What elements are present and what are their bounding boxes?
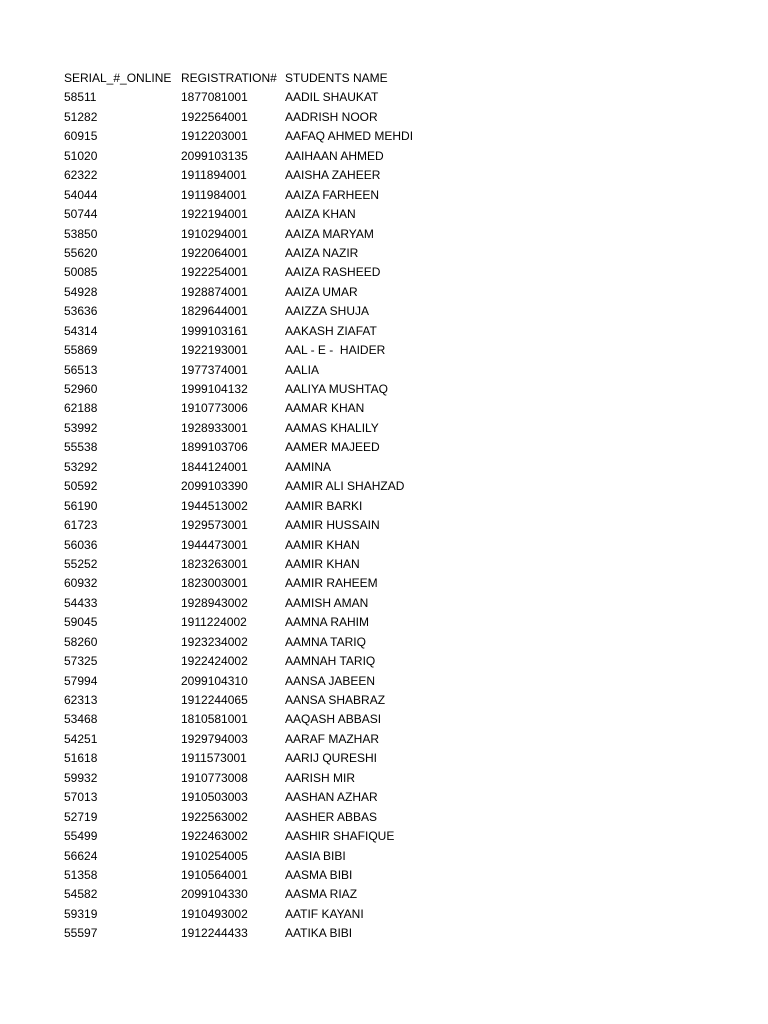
serial-cell: 58260 xyxy=(64,634,98,649)
table-row xyxy=(64,594,485,613)
table-row xyxy=(64,866,485,885)
serial-cell: 51358 xyxy=(64,867,98,882)
student-name-cell: AAFAQ AHMED MEHDI xyxy=(285,129,414,144)
serial-cell: 50592 xyxy=(64,479,98,494)
serial-cell: 54928 xyxy=(64,284,98,299)
serial-cell: 52960 xyxy=(64,382,98,396)
table-row xyxy=(64,905,485,924)
serial-cell: 57994 xyxy=(64,673,98,688)
student-name-cell: AAMIR ALI SHAHZAD xyxy=(285,479,405,494)
serial-cell: 53636 xyxy=(64,304,98,319)
serial-cell: 54044 xyxy=(64,187,98,202)
student-name-cell: AAMINA xyxy=(285,459,332,474)
table-row xyxy=(64,555,485,574)
table-row xyxy=(64,691,485,710)
registration-cell: 1922463002 xyxy=(181,829,248,844)
serial-cell: 62322 xyxy=(64,168,98,183)
serial-cell: 57325 xyxy=(64,654,98,669)
registration-cell: 1810581001 xyxy=(181,712,248,727)
table-row xyxy=(64,283,485,302)
registration-cell: 1910254005 xyxy=(181,848,248,863)
student-name-cell: AAMISH AMAN xyxy=(285,595,369,610)
registration-cell: 2099103135 xyxy=(181,148,248,163)
table-row xyxy=(64,769,485,788)
registration-cell: 1911894001 xyxy=(181,168,247,183)
table-row xyxy=(64,147,485,166)
student-name-cell: AATIKA BIBI xyxy=(285,926,353,941)
registration-cell: 1912244433 xyxy=(181,926,248,941)
registration-cell: 1944513002 xyxy=(181,498,248,513)
registration-cell: 1928933001 xyxy=(181,420,248,435)
registration-cell: 1911224002 xyxy=(181,615,247,630)
table-row xyxy=(64,244,485,263)
serial-cell: 56036 xyxy=(64,537,98,552)
table-row xyxy=(64,730,485,749)
table-row xyxy=(64,749,485,768)
students-table xyxy=(64,69,485,944)
header-students-name: STUDENTS NAME xyxy=(285,71,388,85)
table-row xyxy=(64,361,485,380)
table-row xyxy=(64,574,485,593)
table-row xyxy=(64,788,485,807)
registration-cell: 1928943002 xyxy=(181,595,248,610)
table-row xyxy=(64,380,485,399)
table-row xyxy=(64,205,485,224)
serial-cell: 52719 xyxy=(64,809,98,824)
serial-cell: 50085 xyxy=(64,265,98,280)
serial-cell: 60915 xyxy=(64,129,98,144)
registration-cell: 1922194001 xyxy=(181,207,248,222)
student-name-cell: AASHAN AZHAR xyxy=(285,790,378,805)
registration-cell: 1877081001 xyxy=(181,90,248,105)
table-header xyxy=(64,69,485,88)
serial-cell: 50744 xyxy=(64,207,98,222)
registration-cell: 1922564001 xyxy=(181,109,248,124)
table-row xyxy=(64,652,485,671)
student-name-cell: AASHER ABBAS xyxy=(285,809,378,824)
serial-cell: 59045 xyxy=(64,615,98,630)
table-row xyxy=(64,847,485,866)
serial-cell: 55869 xyxy=(64,343,98,358)
table-row xyxy=(64,827,485,846)
student-name-cell: AAMNAH TARIQ xyxy=(285,654,376,669)
student-name-cell: AAQASH ABBASI xyxy=(285,712,382,727)
registration-cell: 1910564001 xyxy=(181,867,248,882)
student-name-cell: AAMER MAJEED xyxy=(285,440,380,455)
table-row xyxy=(64,166,485,185)
serial-cell: 59319 xyxy=(64,906,98,921)
table-row xyxy=(64,341,485,360)
table-row xyxy=(64,399,485,418)
serial-cell: 53992 xyxy=(64,420,98,435)
student-name-cell: AAIZA FARHEEN xyxy=(285,187,380,202)
serial-cell: 53292 xyxy=(64,459,98,474)
student-name-cell: AAIZA KHAN xyxy=(285,207,356,222)
table-row xyxy=(64,536,485,555)
registration-cell: 1922254001 xyxy=(181,265,248,280)
registration-cell: 1910773006 xyxy=(181,401,248,416)
serial-cell: 51020 xyxy=(64,148,98,163)
registration-cell: 2099104330 xyxy=(181,887,248,902)
student-name-cell: AALIA xyxy=(285,362,320,377)
serial-cell: 55620 xyxy=(64,245,98,260)
registration-cell: 1899103706 xyxy=(181,440,248,455)
registration-cell: 2099103390 xyxy=(181,479,248,494)
serial-cell: 57013 xyxy=(64,790,98,805)
student-name-cell: AANSA SHABRAZ xyxy=(285,693,386,707)
table-row xyxy=(64,477,485,496)
student-name-cell: AAISHA ZAHEER xyxy=(285,168,381,183)
serial-cell: 61723 xyxy=(64,518,98,533)
table-row xyxy=(64,808,485,827)
registration-cell: 1823003001 xyxy=(181,576,248,591)
registration-cell: 1929794003 xyxy=(181,731,248,746)
serial-cell: 54251 xyxy=(64,731,98,746)
serial-cell: 55597 xyxy=(64,926,98,941)
serial-cell: 54582 xyxy=(64,887,98,902)
student-name-cell: AAMIR BARKI xyxy=(285,498,363,513)
student-name-cell: AAKASH ZIAFAT xyxy=(285,323,377,338)
student-name-cell: AAIHAAN AHMED xyxy=(285,148,384,163)
student-name-cell: AAIZZA SHUJA xyxy=(285,304,370,319)
table-row xyxy=(64,225,485,244)
table-row xyxy=(64,263,485,282)
registration-cell: 1823263001 xyxy=(181,556,248,571)
student-name-cell: AAIZA UMAR xyxy=(285,284,358,299)
header-row xyxy=(64,69,485,88)
registration-cell: 1911573001 xyxy=(181,751,247,766)
table-row xyxy=(64,613,485,632)
table-row xyxy=(64,497,485,516)
student-name-cell: AAMAR KHAN xyxy=(285,401,365,416)
student-name-cell: AASHIR SHAFIQUE xyxy=(285,829,395,844)
table-row xyxy=(64,516,485,535)
serial-cell: 56624 xyxy=(64,848,98,863)
registration-cell: 1922424002 xyxy=(181,654,248,669)
serial-cell: 59932 xyxy=(64,770,98,785)
table-row xyxy=(64,924,485,943)
registration-cell: 1922563002 xyxy=(181,809,248,824)
table-row xyxy=(64,438,485,457)
student-name-cell: AAMAS KHALILY xyxy=(285,420,379,435)
table-row xyxy=(64,108,485,127)
student-name-cell: AAMIR HUSSAIN xyxy=(285,518,380,533)
serial-cell: 53468 xyxy=(64,712,98,727)
student-name-cell: AARAF MAZHAR xyxy=(285,731,380,746)
table-body xyxy=(64,88,485,943)
serial-cell: 54433 xyxy=(64,595,98,610)
student-name-cell: AAMIR KHAN xyxy=(285,556,360,571)
registration-cell: 1910493002 xyxy=(181,906,248,921)
serial-cell: 55538 xyxy=(64,440,98,455)
serial-cell: 60932 xyxy=(64,576,98,591)
table-row xyxy=(64,322,485,341)
student-name-cell: AATIF KAYANI xyxy=(285,906,364,921)
student-name-cell: AAMNA RAHIM xyxy=(285,615,370,630)
header-serial-online: SERIAL_#_ONLINE xyxy=(64,71,172,85)
table-row xyxy=(64,710,485,729)
serial-cell: 51282 xyxy=(64,109,98,124)
student-name-cell: AALIYA MUSHTAQ xyxy=(285,382,388,396)
student-name-cell: AASIA BIBI xyxy=(285,848,346,863)
registration-cell: 1911984001 xyxy=(181,187,247,202)
registration-cell: 1944473001 xyxy=(181,537,248,552)
student-name-cell: AAL - E - HAIDER xyxy=(285,343,386,358)
registration-cell: 1923234002 xyxy=(181,634,248,649)
table-row xyxy=(64,458,485,477)
table-row xyxy=(64,419,485,438)
student-name-cell: AAIZA NAZIR xyxy=(285,245,359,260)
student-name-cell: AAMNA TARIQ xyxy=(285,634,366,649)
student-name-cell: AARIJ QURESHI xyxy=(285,751,378,766)
serial-cell: 55252 xyxy=(64,556,98,571)
student-name-cell: AAMIR KHAN xyxy=(285,537,360,552)
table-row xyxy=(64,633,485,652)
serial-cell: 62188 xyxy=(64,401,98,416)
serial-cell: 56190 xyxy=(64,498,98,513)
registration-cell: 1928874001 xyxy=(181,284,248,299)
student-name-cell: AAIZA MARYAM xyxy=(285,226,374,241)
student-name-cell: AAMIR RAHEEM xyxy=(285,576,378,591)
table-row xyxy=(64,127,485,146)
student-name-cell: AARISH MIR xyxy=(285,770,356,785)
student-name-cell: AAIZA RASHEED xyxy=(285,265,381,280)
serial-cell: 56513 xyxy=(64,362,98,377)
registration-cell: 1829644001 xyxy=(181,304,248,319)
registration-cell: 1912203001 xyxy=(181,129,248,144)
table-row xyxy=(64,88,485,107)
registration-cell: 1910503003 xyxy=(181,790,248,805)
registration-cell: 1910294001 xyxy=(181,226,248,241)
student-name-cell: AADIL SHAUKAT xyxy=(285,90,379,105)
registration-cell: 1999103161 xyxy=(181,323,248,338)
registration-cell: 1977374001 xyxy=(181,362,248,377)
registration-cell: 1844124001 xyxy=(181,459,248,474)
serial-cell: 53850 xyxy=(64,226,98,241)
serial-cell: 62313 xyxy=(64,693,98,707)
registration-cell: 1999104132 xyxy=(181,382,248,396)
student-name-cell: AASMA BIBI xyxy=(285,867,353,882)
student-name-cell: AADRISH NOOR xyxy=(285,109,378,124)
serial-cell: 51618 xyxy=(64,751,98,766)
registration-cell: 1912244065 xyxy=(181,693,248,707)
registration-cell: 1929573001 xyxy=(181,518,248,533)
table-row xyxy=(64,672,485,691)
header-registration: REGISTRATION# xyxy=(181,71,277,85)
registration-cell: 1922064001 xyxy=(181,245,248,260)
serial-cell: 54314 xyxy=(64,323,98,338)
registration-cell: 2099104310 xyxy=(181,673,248,688)
table-row xyxy=(64,885,485,904)
student-name-cell: AANSA JABEEN xyxy=(285,673,376,688)
serial-cell: 58511 xyxy=(64,90,97,105)
registration-cell: 1922193001 xyxy=(181,343,248,358)
serial-cell: 55499 xyxy=(64,829,98,844)
table-row xyxy=(64,186,485,205)
registration-cell: 1910773008 xyxy=(181,770,248,785)
student-name-cell: AASMA RIAZ xyxy=(285,887,358,902)
table-row xyxy=(64,302,485,321)
